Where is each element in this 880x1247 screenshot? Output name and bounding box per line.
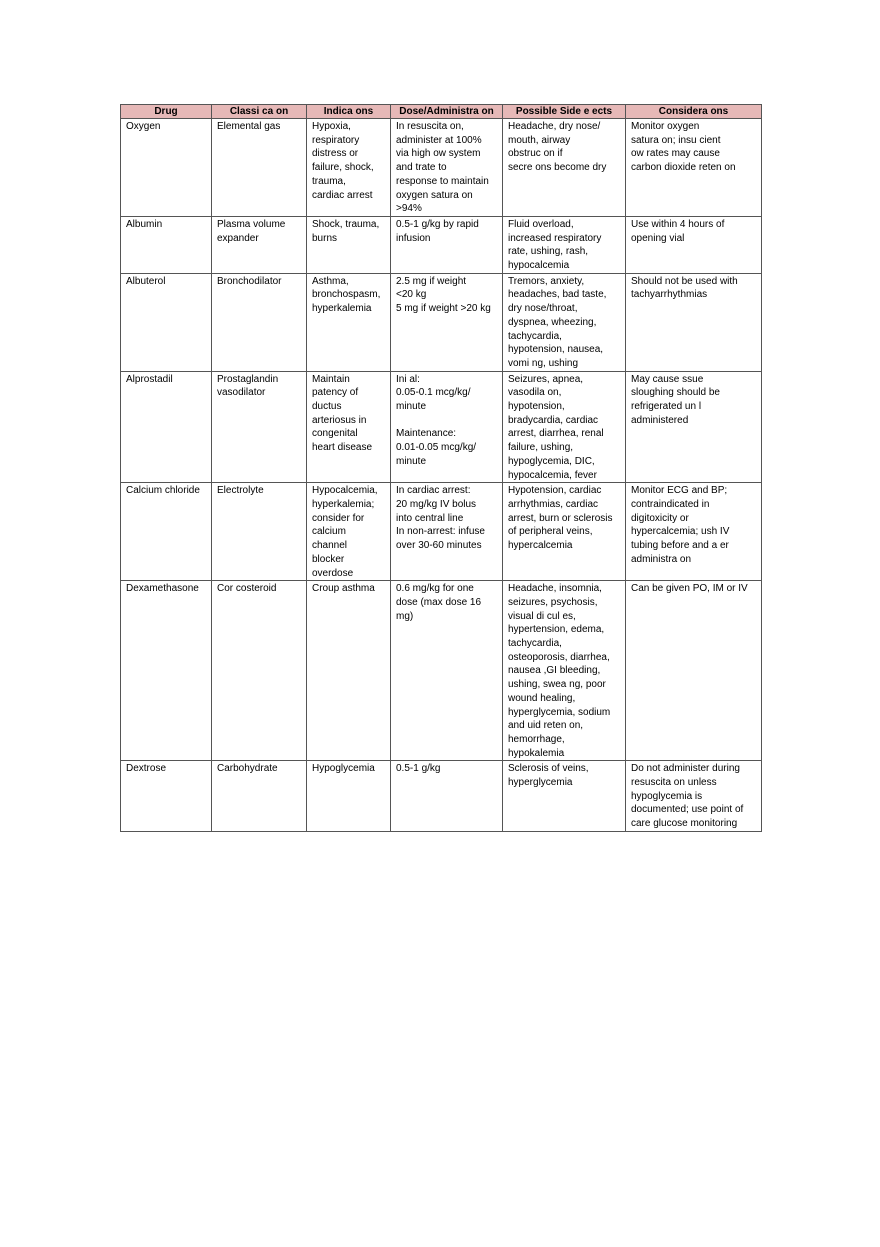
- cell-drug: Dextrose: [121, 761, 212, 832]
- cell-classification: Carbohydrate: [212, 761, 307, 832]
- cell-indications: Hypocalcemia, hyperkalemia; consider for calcium channel blocker overdose: [307, 483, 391, 581]
- cell-indications: Hypoglycemia: [307, 761, 391, 832]
- cell-indications: Shock, trauma, burns: [307, 216, 391, 273]
- header-indications: Indica ons: [307, 105, 391, 119]
- cell-side-effects: Seizures, apnea, vasodila on, hypotension, bradycardia, cardiac arrest, diarrhea, renal failure, ushing, hypoglycemia, DIC, hypocalcemia, fever: [503, 371, 626, 483]
- table-row: [121, 581, 762, 761]
- cell-drug: Albumin: [121, 216, 212, 273]
- table-row: [121, 761, 762, 832]
- cell-drug: Albuterol: [121, 273, 212, 371]
- cell-considerations: Use within 4 hours of opening vial: [626, 216, 762, 273]
- cell-classification: Plasma volume expander: [212, 216, 307, 273]
- table-header-row: [121, 105, 762, 119]
- header-side-effects: Possible Side e ects: [503, 105, 626, 119]
- cell-classification: Cor costeroid: [212, 581, 307, 761]
- table-row: [121, 119, 762, 217]
- cell-classification: Prostaglandin vasodilator: [212, 371, 307, 483]
- cell-side-effects: Sclerosis of veins, hyperglycemia: [503, 761, 626, 832]
- table-row: [121, 371, 762, 483]
- cell-drug: Oxygen: [121, 119, 212, 217]
- cell-side-effects: Hypotension, cardiac arrhythmias, cardiac arrest, burn or sclerosis of peripheral veins, hypercalcemia: [503, 483, 626, 581]
- cell-side-effects: Tremors, anxiety, headaches, bad taste, dry nose/throat, dyspnea, wheezing, tachycardia, hypotension, nausea, vomi ng, ushing: [503, 273, 626, 371]
- drug-reference-table: [120, 104, 762, 832]
- cell-dose: 0.5-1 g/kg by rapid infusion: [391, 216, 503, 273]
- header-dose-administration: Dose/Administra on: [391, 105, 503, 119]
- cell-considerations: Can be given PO, IM or IV: [626, 581, 762, 761]
- cell-indications: Maintain patency of ductus arteriosus in congenital heart disease: [307, 371, 391, 483]
- header-considerations: Considera ons: [626, 105, 762, 119]
- cell-indications: Asthma, bronchospasm, hyperkalemia: [307, 273, 391, 371]
- cell-considerations: Monitor ECG and BP; contraindicated in digitoxicity or hypercalcemia; ush IV tubing before and a er administra on: [626, 483, 762, 581]
- table-row: [121, 216, 762, 273]
- cell-considerations: May cause ssue sloughing should be refrigerated un l administered: [626, 371, 762, 483]
- cell-considerations: Monitor oxygen satura on; insu cient ow rates may cause carbon dioxide reten on: [626, 119, 762, 217]
- cell-dose: 0.6 mg/kg for one dose (max dose 16 mg): [391, 581, 503, 761]
- cell-considerations: Should not be used with tachyarrhythmias: [626, 273, 762, 371]
- cell-indications: Hypoxia, respiratory distress or failure, shock, trauma, cardiac arrest: [307, 119, 391, 217]
- cell-side-effects: Fluid overload, increased respiratory rate, ushing, rash, hypocalcemia: [503, 216, 626, 273]
- cell-dose: In resuscita on, administer at 100% via high ow system and trate to response to maintain oxygen satura on >94%: [391, 119, 503, 217]
- cell-drug: Dexamethasone: [121, 581, 212, 761]
- cell-dose: Ini al: 0.05-0.1 mcg/kg/ minute Maintenance: 0.01-0.05 mcg/kg/ minute: [391, 371, 503, 483]
- cell-classification: Bronchodilator: [212, 273, 307, 371]
- header-drug: Drug: [121, 105, 212, 119]
- table-row: [121, 483, 762, 581]
- cell-classification: Electrolyte: [212, 483, 307, 581]
- table-row: [121, 273, 762, 371]
- cell-side-effects: Headache, insomnia, seizures, psychosis, visual di cul es, hypertension, edema, tachycardia, osteoporosis, diarrhea, nausea ,GI bleeding, ushing, swea ng, poor wound healing, hyperglycemia, sodium and uid reten on, hemorrhage, hypokalemia: [503, 581, 626, 761]
- cell-drug: Alprostadil: [121, 371, 212, 483]
- cell-classification: Elemental gas: [212, 119, 307, 217]
- cell-dose: 2.5 mg if weight <20 kg 5 mg if weight >20 kg: [391, 273, 503, 371]
- cell-dose: In cardiac arrest: 20 mg/kg IV bolus into central line In non-arrest: infuse over 30-60 minutes: [391, 483, 503, 581]
- cell-indications: Croup asthma: [307, 581, 391, 761]
- cell-side-effects: Headache, dry nose/ mouth, airway obstruc on if secre ons become dry: [503, 119, 626, 217]
- cell-drug: Calcium chloride: [121, 483, 212, 581]
- header-classification: Classi ca on: [212, 105, 307, 119]
- cell-considerations: Do not administer during resuscita on unless hypoglycemia is documented; use point of care glucose monitoring: [626, 761, 762, 832]
- cell-dose: 0.5-1 g/kg: [391, 761, 503, 832]
